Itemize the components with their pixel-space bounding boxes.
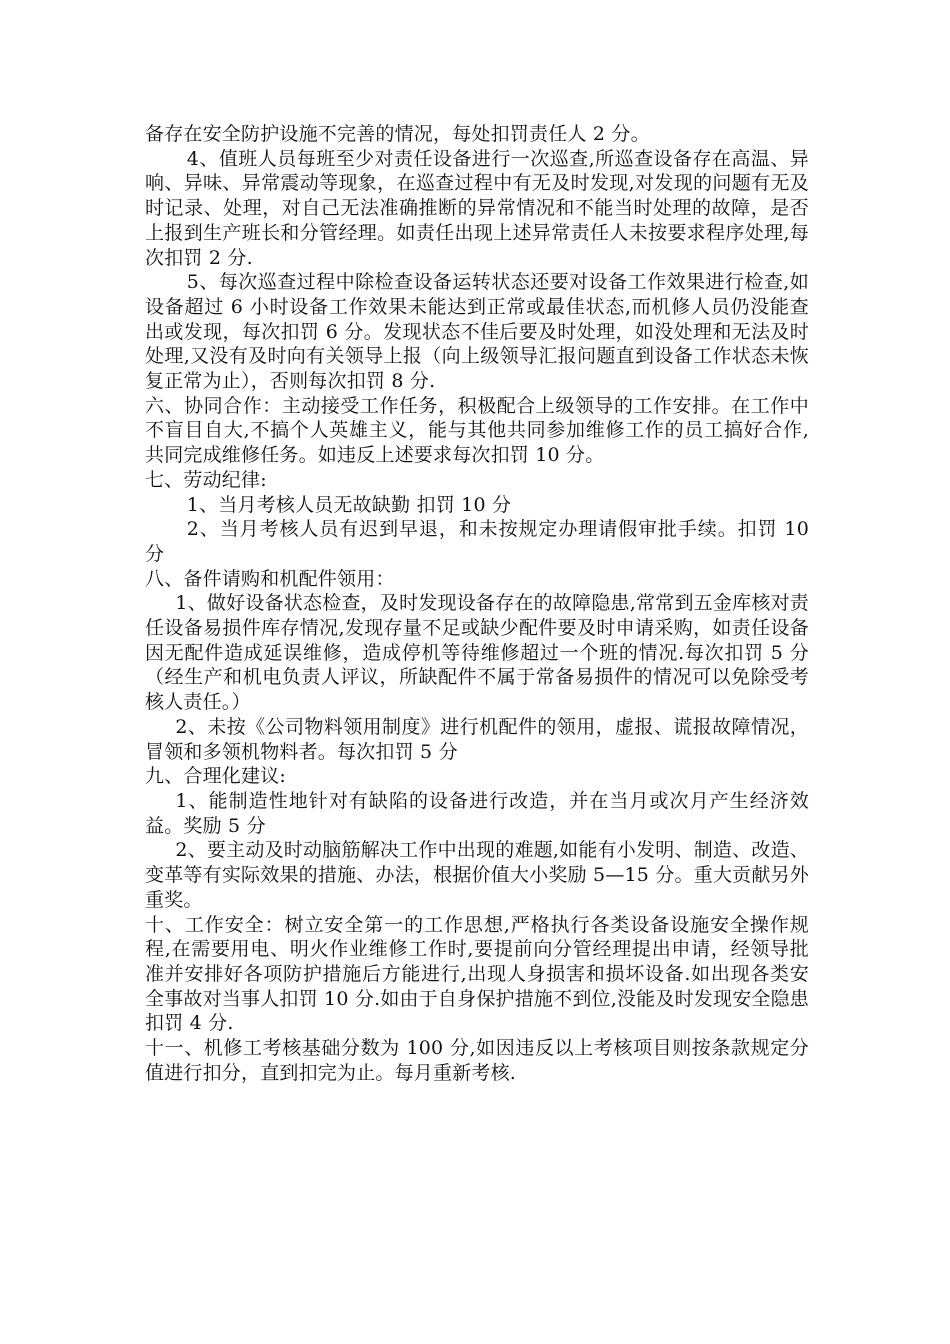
paragraph-p06: 1、当月考核人员无故缺勤 扣罚 10 分 (186, 493, 512, 516)
section-heading-cooperation: 六、协同合作：主动接受工作任务，积极配合上级领导的工作安排。在工作中不盲目自大,不搞个人英雄主义，能与其他共同参加维修工作的员工搞好合作,共同完成维修任务。如违反上述要求每次扣罚 10 分。 (145, 394, 809, 467)
paragraph-p09: 1、做好设备状态检查，及时发现设备存在的故障隐患,常常到五金库核对责任设备易损件库存情况,发现存量不足或缺少配件要及时申请采购，如责任设备因无配件造成延误维修，造成停机等待维修超过一个班的情况.每次扣罚 5 分（经生产和机电负责人评议，所缺配件不属于常备易损件的情况可以免除受考核人责任。） (145, 592, 809, 714)
paragraph-p12: 1、能制造性地针对有缺陷的设备进行改造，并在当月或次月产生经济效益。奖励 5 分 (145, 789, 809, 837)
paragraph-p03: 5、每次巡查过程中除检查设备运转状态还要对设备工作效果进行检查,如设备超过 6 小时设备工作效果未能达到正常或最佳状态,而机修人员仍没能查出或发现，每次扣罚 6 分。发现状态不佳后要及时处理，如没处理和无法及时处理,又没有及时向有关领导上报（向上级领导汇报问题直到设备工作状态未恢复正常为止），否则每次扣罚 8 分. (145, 271, 809, 393)
paragraph-p01: 备存在安全防护设施不完善的情况，每处扣罚责任人 2 分。 (145, 123, 650, 145)
paragraph-p07: 2、当月考核人员有迟到早退，和未按规定办理请假审批手续。扣罚 10 分 (145, 518, 809, 565)
paragraph-p10: 2、未按《公司物料领用制度》进行机配件的领用，虚报、谎报故障情况，冒领和多领机物料者。每次扣罚 5 分 (145, 715, 809, 763)
section-heading-spare-parts: 八、备件请购和机配件领用： (145, 567, 395, 590)
paragraph-p13: 2、要主动及时动脑筋解决工作中出现的难题,如能有小发明、制造、改造、变革等有实际效果的措施、办法，根据价值大小奖励 5—15 分。重大贡献另外重奖。 (145, 839, 809, 911)
document-page (145, 122, 809, 1085)
paragraph-p02: 4、值班人员每班至少对责任设备进行一次巡查,所巡查设备存在高温、异响、异味、异常震动等现象，在巡查过程中有无及时发现,对发现的问题有无及时记录、处理，对自己无法准确推断的异常情况和不能当时处理的故障，是否上报到生产班长和分管经理。如责任出现上述异常责任人未按要求程序处理,每次扣罚 2 分. (145, 147, 809, 269)
section-heading-base-score: 十一、机修工考核基础分数为 100 分,如因违反以上考核项目则按条款规定分值进行扣分，直到扣完为止。每月重新考核. (145, 1037, 809, 1084)
section-heading-labor-discipline: 七、劳动纪律: (145, 468, 267, 491)
section-heading-suggestions: 九、合理化建议: (145, 765, 287, 788)
section-heading-work-safety: 十、工作安全：树立安全第一的工作思想,严格执行各类设备设施安全操作规程,在需要用电、明火作业维修工作时,要提前向分管经理提出申请，经领导批准并安排好各项防护措施后方能进行,出现人身损害和损坏设备.如出现各类安全事故对当事人扣罚 10 分.如由于自身保护措施不到位,没能及时发现安全隐患扣罚 4 分. (145, 913, 809, 1035)
